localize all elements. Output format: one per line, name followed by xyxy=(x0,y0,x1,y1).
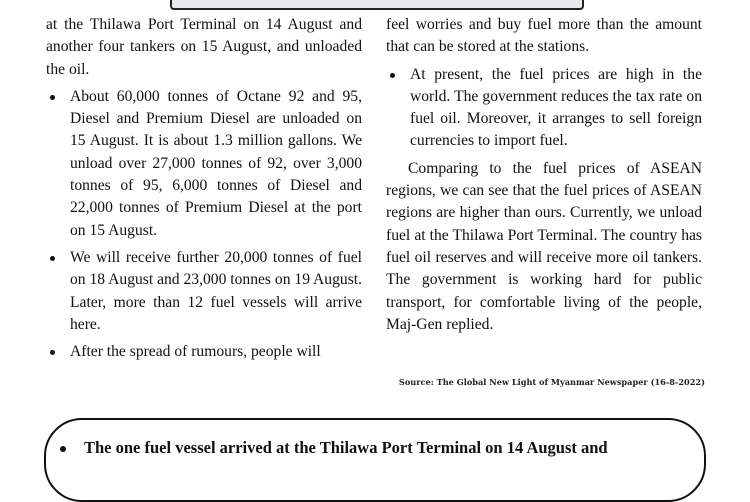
list-item-text: About 60,000 tonnes of Octane 92 and 95, Diesel and Premium Diesel are unloaded on 15 August. It is about 1.3 million gallons. We unload over 27,000 tonnes of 92, over 3,000 tonnes of 95, 6,000 tonnes of Diesel and 22,000 tonnes of Premium Diesel at the port on 15 August. xyxy=(70,87,362,239)
list-item xyxy=(46,86,362,242)
list-item-text: After the spread of rumours, people will xyxy=(70,343,321,361)
list-item-text: We will receive further 20,000 tonnes of fuel on 18 August and 23,000 tonnes on 19 August. Later, more than 12 fuel vessels will arrive here. xyxy=(70,248,362,333)
header-box xyxy=(170,0,584,10)
source-citation: Source: The Global New Light of Myanmar Newspaper (16-8-2022) xyxy=(398,377,705,387)
list-item xyxy=(46,341,362,363)
right-intro-text: feel worries and buy fuel more than the amount that can be stored at the stations. xyxy=(386,16,702,56)
bullet-icon xyxy=(50,256,55,261)
list-item xyxy=(46,247,362,336)
bullet-icon xyxy=(50,350,55,355)
highlight-box xyxy=(44,418,706,502)
bullet-icon xyxy=(50,95,55,100)
highlight-text: The one fuel vessel arrived at the Thilawa Port Terminal on 14 August and xyxy=(84,438,608,457)
bullet-icon xyxy=(60,446,66,452)
list-item xyxy=(386,64,702,153)
body-paragraph: Comparing to the fuel prices of ASEAN regions, we can see that the fuel prices of ASEAN regions are higher than ours. Currently, we unload fuel at the Thilawa Port Terminal. The country has fuel oil reserves and will receive more oil tankers. The government is working hard for public transport, for comfortable living of the people, Maj-Gen replied. xyxy=(386,159,702,333)
bullet-icon xyxy=(390,73,395,78)
list-item-text: At present, the fuel prices are high in the world. The government reduces the tax rate on fuel oil. Moreover, it arranges to sell foreign currencies to import fuel. xyxy=(410,65,702,150)
right-column xyxy=(386,14,702,336)
left-intro-text: at the Thilawa Port Terminal on 14 August and another four tankers on 15 August, and unloaded the oil. xyxy=(46,16,362,78)
left-column xyxy=(46,14,362,363)
